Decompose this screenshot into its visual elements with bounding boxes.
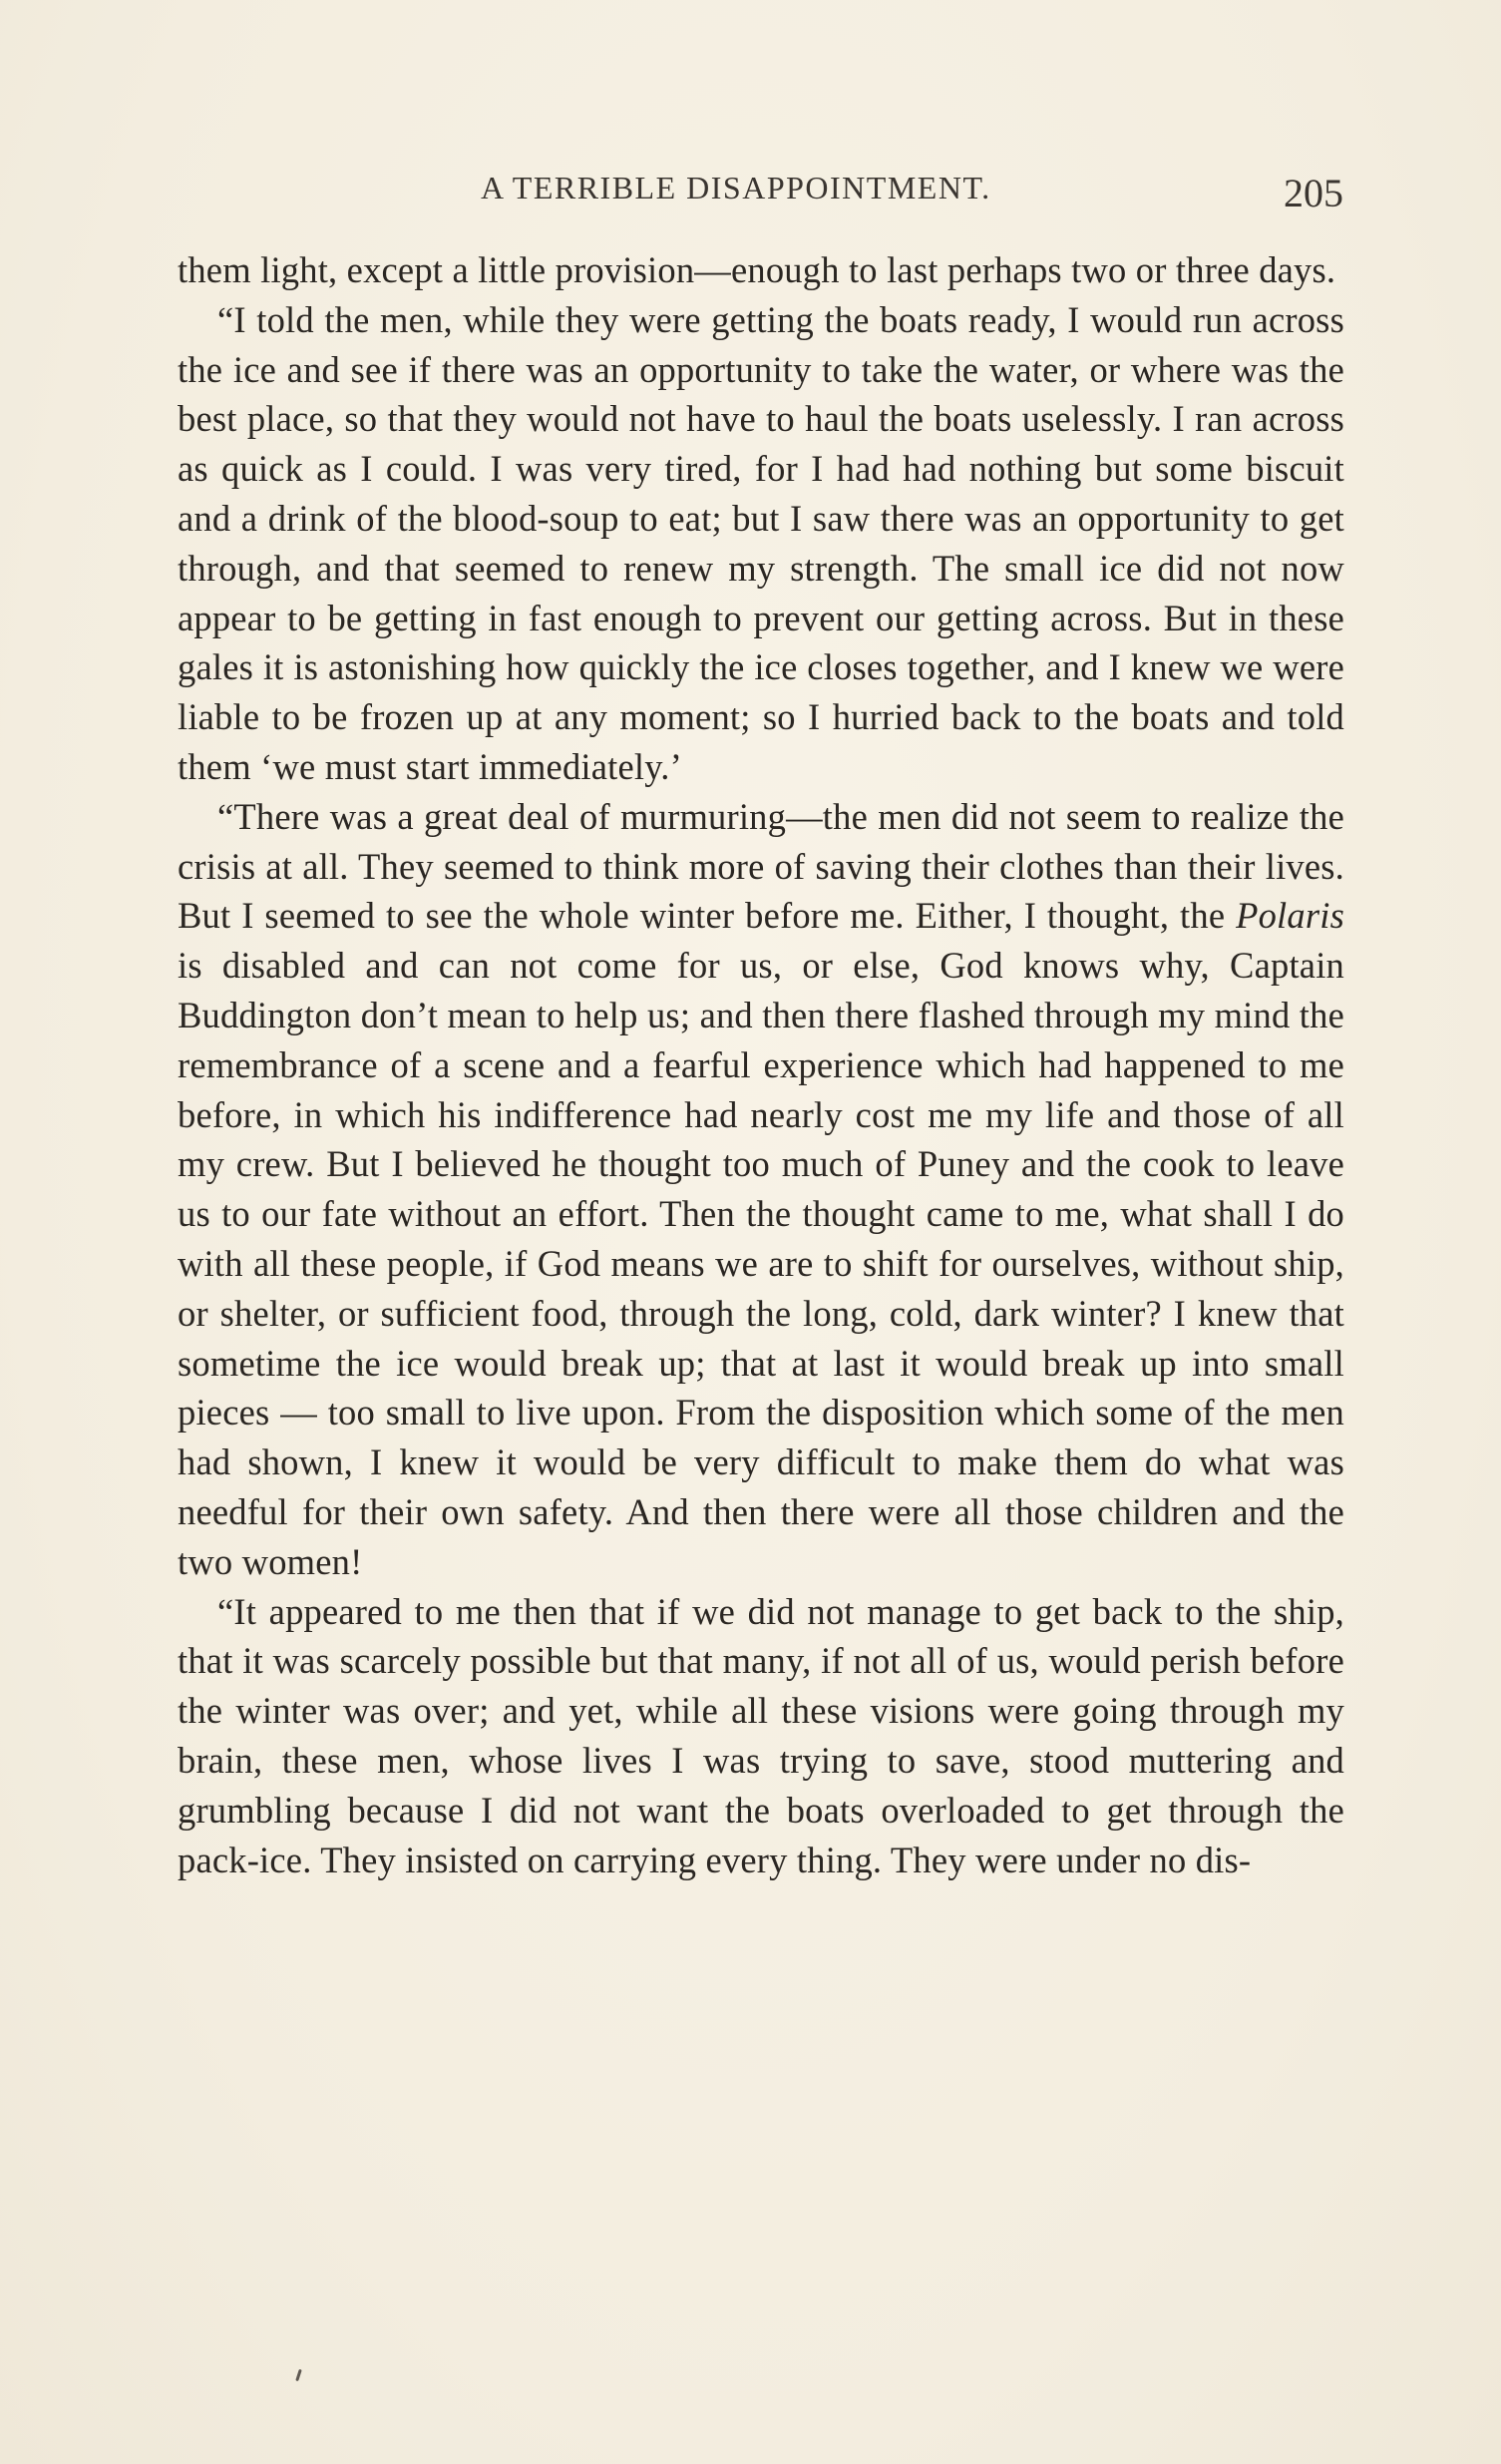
- ship-name-italic: Polaris: [1236, 895, 1344, 937]
- body-text: [178, 245, 1344, 1884]
- paragraph-4: [178, 1587, 1344, 1885]
- paragraph-4-text: “It appeared to me then that if we did not manage to get back to the ship, that it was scarcely possible but that many, if not all of us, would perish before the winter was over; and yet, while all these visions were going through my brain, these men, whose lives I was trying to save, stood muttering and grumbling because I did not want the boats overloaded to get through the pack-ice. They insisted on carrying every thing. They were under no dis-: [178, 1590, 1344, 1880]
- paragraph-3-text-after: is disabled and can not come for us, or else, God knows why, Captain Buddington don’t mean to help us; and then there flashed through my mind the remembrance of a scene and a fearful experience which had happened to me before, in which his indifference had nearly cost me my life and those of all my crew. But I believed he thought too much of Puney and the cook to leave us to our fate without an effort. Then the thought came to me, what shall I do with all these people, if God means we are to shift for ourselves, without ship, or shelter, or sufficient food, through the long, cold, dark winter? I knew that sometime the ice would break up; that at last it would break up into small pieces — too small to live upon. From the disposition which some of the men had shown, I knew it would be very difficult to make them do what was needful for their own safety. And then there were all those children and the two women!: [178, 945, 1344, 1582]
- paragraph-2: [178, 295, 1344, 792]
- paragraph-1: [178, 245, 1344, 295]
- paragraph-3-text-before: “There was a great deal of murmuring—the men did not seem to realize the crisis at all. They seemed to think more of saving their clothes than their lives. But I seemed to see the whole winter before me. Either, I thought, the: [178, 795, 1344, 937]
- paragraph-1-text: them light, except a little provision—enough to last perhaps two or three days.: [178, 249, 1336, 290]
- paragraph-3: [178, 792, 1344, 1587]
- running-head: A TERRIBLE DISAPPOINTMENT.: [481, 170, 991, 205]
- paragraph-2-text: “I told the men, while they were getting the boats ready, I would run across the ice and see if there was an opportunity to take the water, or where was the best place, so that they would not have to haul the boats uselessly. I ran across as quick as I could. I was very tired, for I had had nothing but some biscuit and a drink of the blood-soup to eat; but I saw there was an opportunity to get through, and that seemed to renew my strength. The small ice did not now appear to be getting in fast enough to prevent our getting across. But in these gales it is astonishing how quickly the ice closes together, and I knew we were liable to be frozen up at any moment; so I hurried back to the boats and told them ‘we must start immediately.’: [178, 298, 1344, 787]
- page-number: 205: [1284, 171, 1343, 215]
- ink-speck: [295, 2369, 302, 2381]
